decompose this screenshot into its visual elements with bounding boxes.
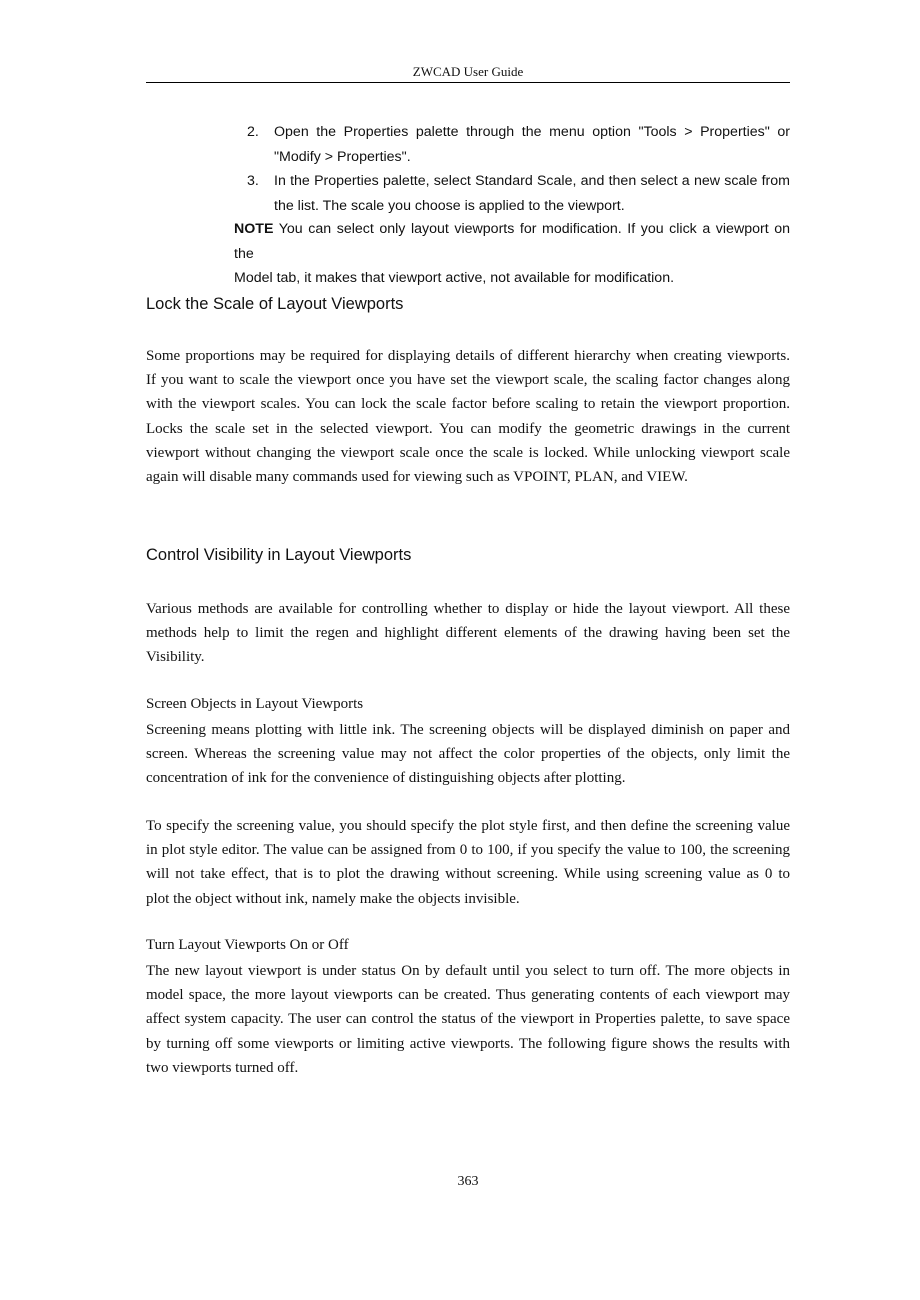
section-heading-visibility: Control Visibility in Layout Viewports: [146, 546, 412, 564]
paragraph-turn-viewports: [146, 959, 790, 1080]
paragraph-line: model space, the more layout viewports can be created. Thus generating contents of each viewport may: [146, 987, 790, 1004]
page-number: 363: [457, 1174, 479, 1189]
paragraph-screen-objects: [146, 718, 790, 791]
paragraph-line: Locks the scale set in the selected viewport. You can modify the geometric drawings in the current: [146, 420, 790, 437]
note-line: You can select only layout viewports for modification. If you click a viewport on the: [234, 221, 790, 262]
note-label: NOTE: [234, 221, 274, 237]
paragraph-line: Screening means plotting with little ink. The screening objects will be displayed diminish on paper and: [146, 722, 790, 738]
paragraph-line: To specify the screening value, you should specify the plot style first, and then define the screening value: [146, 818, 790, 834]
paragraph-line: screen. Whereas the screening value may not affect the color properties of the objects, only limit the: [146, 746, 790, 763]
paragraph-screening-value: [146, 814, 790, 911]
step-number: 3.: [247, 173, 259, 189]
paragraph-line: Various methods are available for controlling whether to display or hide the layout viewport. All these: [146, 601, 790, 617]
step-3: [247, 169, 790, 218]
page-header: ZWCAD User Guide: [412, 64, 524, 79]
paragraph-line: viewport without changing the viewport scale once the scale is locked. While unlocking viewport scale: [146, 444, 790, 461]
paragraph-line: with the viewport scales. You can lock the scale factor before scaling to retain the viewport proportion.: [146, 396, 790, 413]
paragraph-line: If you want to scale the viewport once you have set the viewport scale, the scaling factor changes along: [146, 372, 790, 389]
note-line: Model tab, it makes that viewport active, not available for modification.: [234, 270, 675, 286]
step-number: 2.: [247, 124, 259, 140]
paragraph-line: affect system capacity. The user can control the status of the viewport in Properties palette, to save space: [146, 1011, 790, 1028]
paragraph-line: Some proportions may be required for displaying details of different hierarchy when creating viewports.: [146, 348, 790, 364]
step-line: the list. The scale you choose is applied to the viewport.: [274, 197, 625, 214]
paragraph-line: two viewports turned off.: [146, 1059, 299, 1076]
paragraph-line: methods help to limit the regen and highlight different elements of the drawing having been set the: [146, 625, 790, 642]
step-line: Open the Properties palette through the menu option "Tools > Properties" or: [274, 124, 790, 140]
step-line: "Modify > Properties".: [274, 148, 411, 165]
paragraph-line: in plot style editor. The value can be assigned from 0 to 100, if you specify the value to 100, the screening: [146, 842, 790, 859]
paragraph-line: will not take effect, that is to plot the drawing without screening. While using screening value as 0 to: [146, 866, 790, 883]
paragraph-line: again will disable many commands used for viewing such as VPOINT, PLAN, and VIEW.: [146, 469, 688, 486]
paragraph-lock-scale: [146, 344, 790, 489]
subheading-screen-objects: Screen Objects in Layout Viewports: [146, 696, 364, 712]
paragraph-line: by turning off some viewports or limiting active viewports. The following figure shows the results with: [146, 1035, 790, 1052]
step-line: In the Properties palette, select Standard Scale, and then select a new scale from: [274, 173, 790, 189]
paragraph-line: Visibility.: [146, 649, 205, 666]
section-heading-lock-scale: Lock the Scale of Layout Viewports: [146, 295, 404, 313]
note: [234, 217, 790, 291]
step-2: [247, 120, 790, 169]
paragraph-visibility: [146, 597, 790, 670]
paragraph-line: The new layout viewport is under status On by default until you select to turn off. The more objects in: [146, 963, 790, 979]
paragraph-line: plot the object without ink, namely make the objects invisible.: [146, 890, 520, 907]
subheading-turn-viewports: Turn Layout Viewports On or Off: [146, 937, 349, 953]
header-rule: [146, 82, 790, 83]
paragraph-line: concentration of ink for the convenience of distinguishing objects after plotting.: [146, 770, 626, 787]
